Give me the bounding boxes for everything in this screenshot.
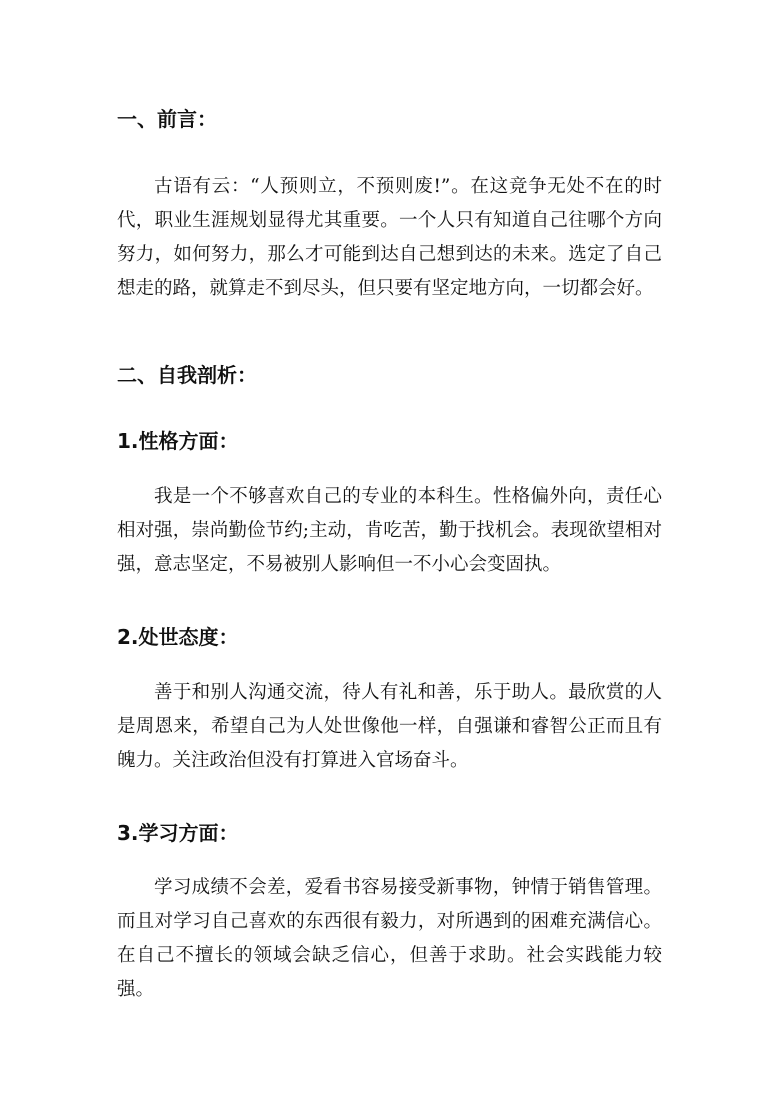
- paragraph-attitude: 善于和别人沟通交流，待人有礼和善，乐于助人。最欣赏的人是周恩来，希望自己为人处世像他一样，自强谦和睿智公正而且有魄力。关注政治但没有打算进入官场奋斗。: [117, 682, 662, 771]
- subheading-personality: 1.性格方面：: [117, 429, 239, 453]
- subheading-attitude: 2.处世态度：: [117, 625, 239, 649]
- paragraph-personality: 我是一个不够喜欢自己的专业的本科生。性格偏外向，责任心相对强，崇尚勤俭节约;主动，肯吃苦，勤于找机会。表现欲望相对强，意志坚定，不易被别人影响但一不小心会变固执。: [117, 486, 662, 575]
- section-heading-preface: 一、前言：: [117, 107, 217, 131]
- section-heading-self-analysis: 二、自我剖析：: [117, 363, 257, 387]
- subheading-study: 3.学习方面：: [117, 821, 239, 845]
- paragraph-study: 学习成绩不会差，爱看书容易接受新事物，钟情于销售管理。而且对学习自己喜欢的东西很有毅力，对所遇到的困难充满信心。在自己不擅长的领域会缺乏信心，但善于求助。社会实践能力较强。: [117, 877, 662, 1000]
- paragraph-preface: 古语有云：“人预则立，不预则废!”。在这竞争无处不在的时代，职业生涯规划显得尤其重要。一个人只有知道自己往哪个方向努力，如何努力，那么才可能到达自己想到达的未来。选定了自己想走的路，就算走不到尽头，但只要有坚定地方向，一切都会好。: [117, 176, 662, 299]
